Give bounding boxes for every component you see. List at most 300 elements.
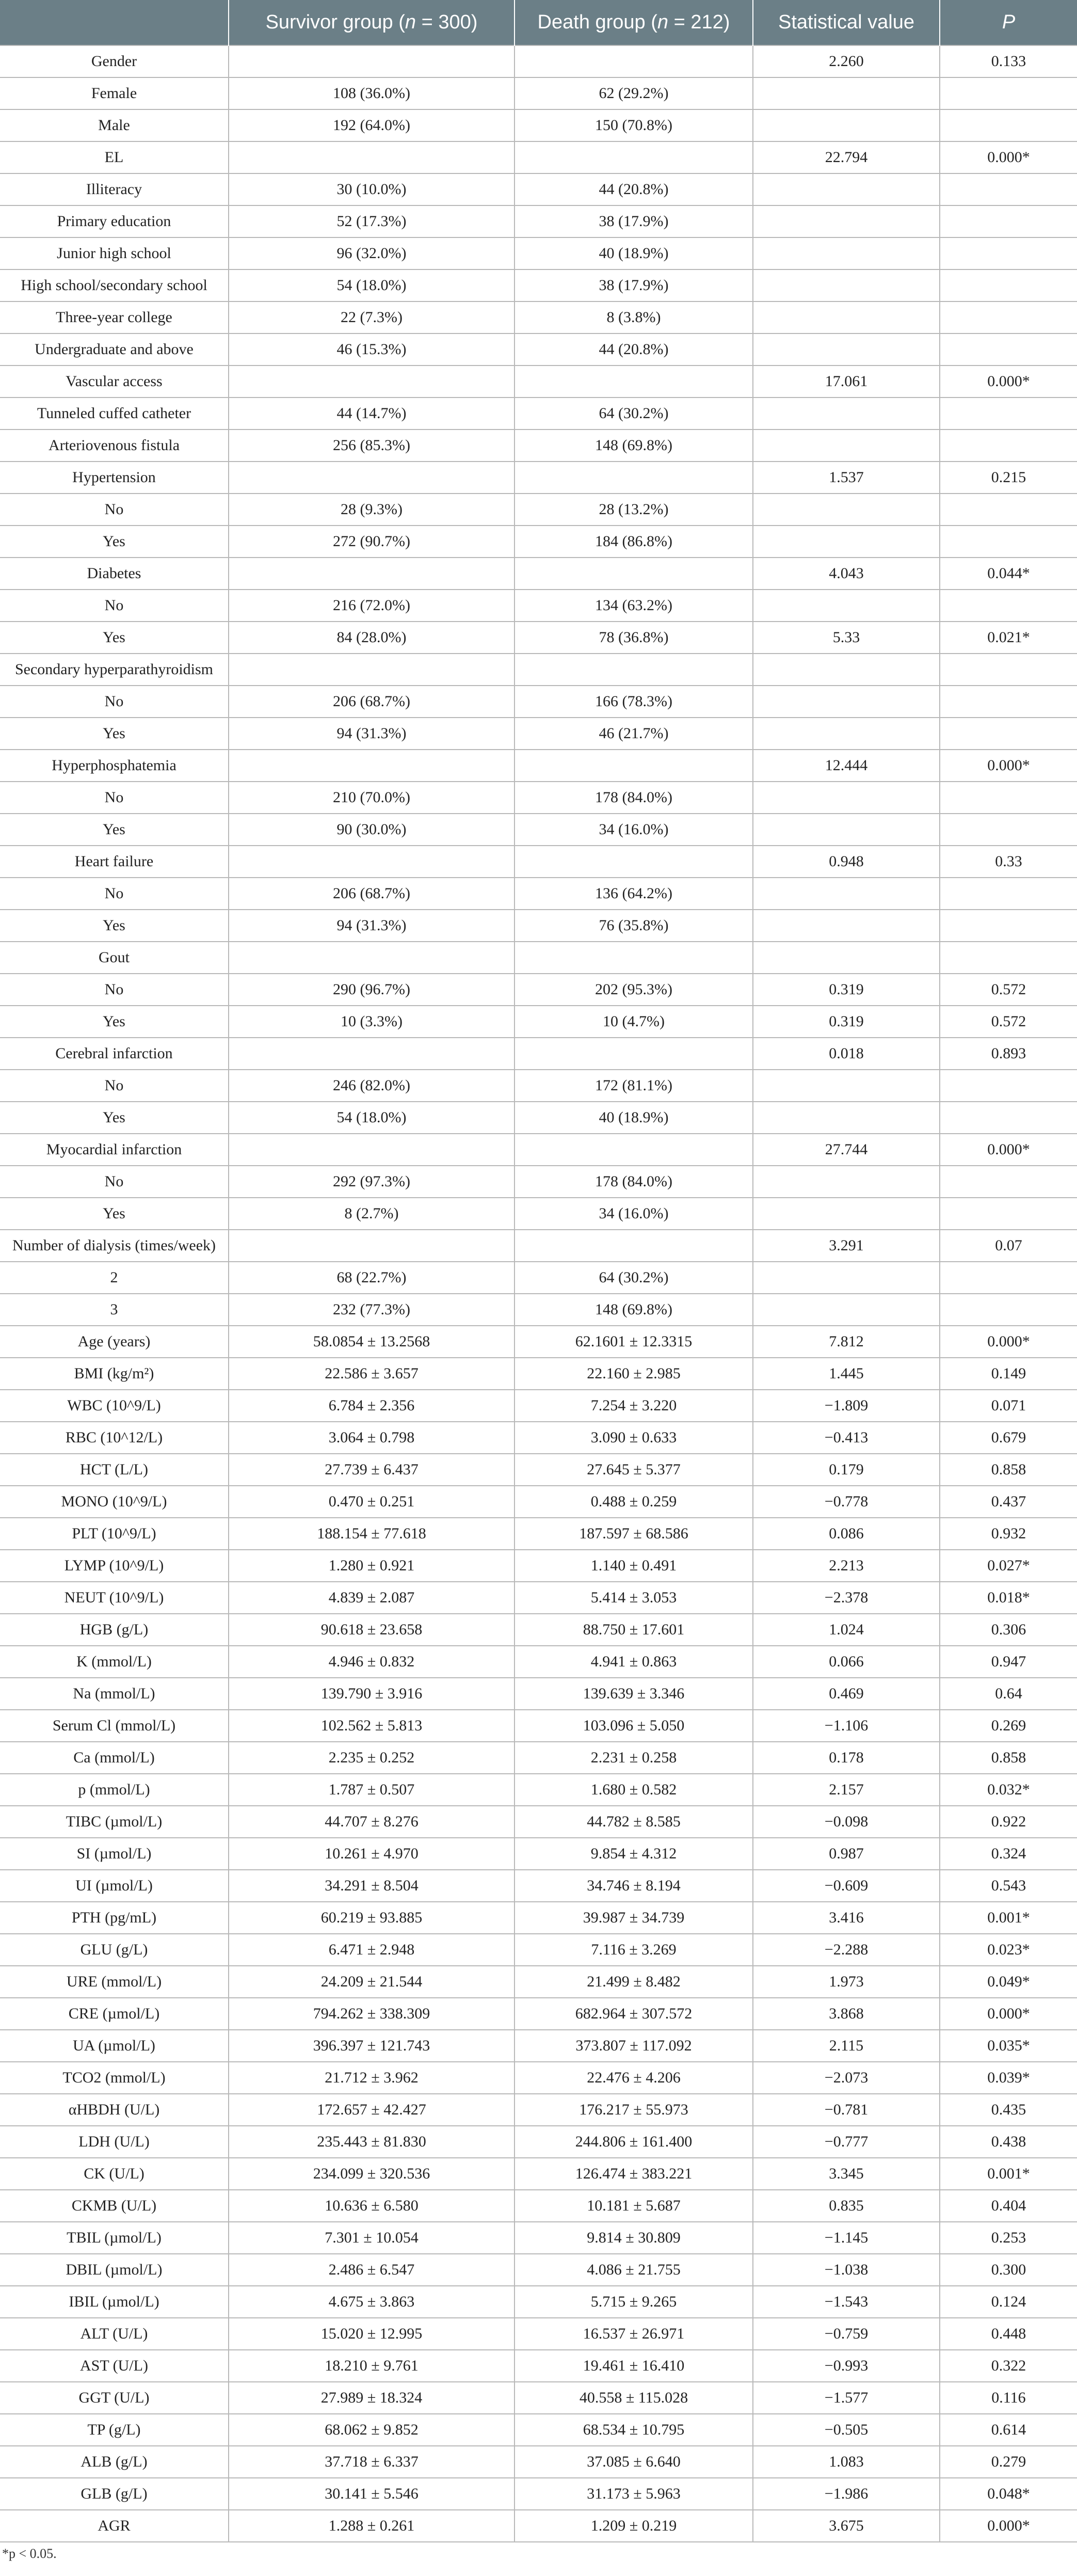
- p-value-cell: [940, 718, 1077, 750]
- variable-cell: No: [0, 590, 229, 622]
- p-value-cell: 0.922: [940, 1806, 1077, 1838]
- death-value-cell: 184 (86.8%): [515, 526, 753, 558]
- survivor-value-cell: 0.470 ± 0.251: [229, 1486, 515, 1518]
- survivor-value-cell: 6.471 ± 2.948: [229, 1934, 515, 1966]
- statistic-cell: 1.445: [753, 1358, 940, 1390]
- statistic-cell: 0.948: [753, 846, 940, 878]
- statistic-cell: 12.444: [753, 750, 940, 782]
- p-value-cell: 0.253: [940, 2222, 1077, 2254]
- header-p: P: [940, 0, 1077, 45]
- survivor-value-cell: 1.787 ± 0.507: [229, 1774, 515, 1806]
- variable-cell: Yes: [0, 1102, 229, 1134]
- survivor-value-cell: [229, 141, 515, 173]
- statistic-cell: 1.024: [753, 1614, 940, 1646]
- death-value-cell: 44.782 ± 8.585: [515, 1806, 753, 1838]
- statistic-cell: 3.868: [753, 1998, 940, 2030]
- statistic-cell: 0.319: [753, 974, 940, 1006]
- survivor-value-cell: 21.712 ± 3.962: [229, 2062, 515, 2094]
- variable-cell: Female: [0, 77, 229, 109]
- statistic-cell: 17.061: [753, 365, 940, 397]
- statistic-cell: 3.291: [753, 1230, 940, 1262]
- statistic-cell: [753, 77, 940, 109]
- survivor-value-cell: 10.261 ± 4.970: [229, 1838, 515, 1870]
- p-value-cell: 0.438: [940, 2126, 1077, 2158]
- survivor-value-cell: 58.0854 ± 13.2568: [229, 1326, 515, 1358]
- statistic-cell: −1.038: [753, 2254, 940, 2286]
- table-row: [0, 1742, 1077, 1774]
- survivor-value-cell: 54 (18.0%): [229, 269, 515, 301]
- table-row: [0, 590, 1077, 622]
- table-row: [0, 878, 1077, 910]
- death-value-cell: 78 (36.8%): [515, 622, 753, 654]
- table-row: [0, 1902, 1077, 1934]
- death-value-cell: 10 (4.7%): [515, 1006, 753, 1038]
- variable-cell: Myocardial infarction: [0, 1134, 229, 1166]
- statistic-cell: −2.378: [753, 1582, 940, 1614]
- p-value-cell: 0.572: [940, 974, 1077, 1006]
- statistic-cell: 2.260: [753, 45, 940, 77]
- variable-cell: Gout: [0, 942, 229, 974]
- survivor-value-cell: 34.291 ± 8.504: [229, 1870, 515, 1902]
- p-value-cell: 0.306: [940, 1614, 1077, 1646]
- statistic-cell: −0.777: [753, 2126, 940, 2158]
- death-value-cell: 166 (78.3%): [515, 686, 753, 718]
- p-value-cell: 0.324: [940, 1838, 1077, 1870]
- table-row: [0, 2350, 1077, 2382]
- p-value-cell: 0.215: [940, 462, 1077, 494]
- p-value-cell: [940, 205, 1077, 237]
- death-value-cell: 27.645 ± 5.377: [515, 1454, 753, 1486]
- table-row: [0, 1038, 1077, 1070]
- death-value-cell: [515, 141, 753, 173]
- statistic-cell: −0.609: [753, 1870, 940, 1902]
- statistic-cell: 22.794: [753, 141, 940, 173]
- death-value-cell: 2.231 ± 0.258: [515, 1742, 753, 1774]
- table-row: [0, 1262, 1077, 1294]
- table-row: [0, 1326, 1077, 1358]
- variable-cell: Hypertension: [0, 462, 229, 494]
- variable-cell: Yes: [0, 1198, 229, 1230]
- statistic-cell: [753, 878, 940, 910]
- table-row: [0, 2190, 1077, 2222]
- table-row: [0, 1166, 1077, 1198]
- table-row: [0, 526, 1077, 558]
- death-value-cell: 5.715 ± 9.265: [515, 2286, 753, 2318]
- statistic-cell: [753, 718, 940, 750]
- p-value-cell: 0.000*: [940, 365, 1077, 397]
- variable-cell: HGB (g/L): [0, 1614, 229, 1646]
- statistic-cell: 2.157: [753, 1774, 940, 1806]
- death-value-cell: 176.217 ± 55.973: [515, 2094, 753, 2126]
- statistic-cell: −1.106: [753, 1710, 940, 1742]
- p-value-cell: 0.33: [940, 846, 1077, 878]
- variable-cell: No: [0, 494, 229, 526]
- statistic-cell: [753, 942, 940, 974]
- statistic-cell: −1.543: [753, 2286, 940, 2318]
- table-row: [0, 269, 1077, 301]
- p-value-cell: 0.000*: [940, 1134, 1077, 1166]
- statistic-cell: [753, 814, 940, 846]
- statistic-cell: −1.145: [753, 2222, 940, 2254]
- table-row: [0, 45, 1077, 77]
- survivor-value-cell: 54 (18.0%): [229, 1102, 515, 1134]
- table-row: [0, 430, 1077, 462]
- death-value-cell: [515, 558, 753, 590]
- table-row: [0, 1230, 1077, 1262]
- p-value-cell: 0.035*: [940, 2030, 1077, 2062]
- death-value-cell: 4.086 ± 21.755: [515, 2254, 753, 2286]
- survivor-value-cell: 2.235 ± 0.252: [229, 1742, 515, 1774]
- survivor-value-cell: [229, 846, 515, 878]
- statistic-cell: 2.115: [753, 2030, 940, 2062]
- table-row: [0, 814, 1077, 846]
- variable-cell: Tunneled cuffed catheter: [0, 397, 229, 430]
- statistic-cell: [753, 269, 940, 301]
- table-row: [0, 1422, 1077, 1454]
- p-value-cell: 0.614: [940, 2414, 1077, 2446]
- statistic-cell: 1.537: [753, 462, 940, 494]
- death-value-cell: 7.116 ± 3.269: [515, 1934, 753, 1966]
- survivor-value-cell: 216 (72.0%): [229, 590, 515, 622]
- table-row: [0, 2158, 1077, 2190]
- variable-cell: Primary education: [0, 205, 229, 237]
- header-row: [0, 0, 1077, 45]
- survivor-value-cell: 235.443 ± 81.830: [229, 2126, 515, 2158]
- statistic-cell: [753, 1198, 940, 1230]
- statistic-cell: [753, 686, 940, 718]
- table-row: [0, 2318, 1077, 2350]
- variable-cell: GLU (g/L): [0, 1934, 229, 1966]
- p-value-cell: 0.000*: [940, 141, 1077, 173]
- table-row: [0, 1486, 1077, 1518]
- variable-cell: Three-year college: [0, 301, 229, 333]
- p-value-cell: [940, 1198, 1077, 1230]
- table-row: [0, 1678, 1077, 1710]
- survivor-value-cell: 188.154 ± 77.618: [229, 1518, 515, 1550]
- death-value-cell: 10.181 ± 5.687: [515, 2190, 753, 2222]
- statistic-cell: [753, 237, 940, 269]
- variable-cell: LYMP (10^9/L): [0, 1550, 229, 1582]
- survivor-value-cell: [229, 365, 515, 397]
- p-value-cell: 0.049*: [940, 1966, 1077, 1998]
- variable-cell: Serum Cl (mmol/L): [0, 1710, 229, 1742]
- p-value-cell: 0.048*: [940, 2478, 1077, 2510]
- variable-cell: Male: [0, 109, 229, 141]
- survivor-value-cell: 2.486 ± 6.547: [229, 2254, 515, 2286]
- statistic-cell: 27.744: [753, 1134, 940, 1166]
- survivor-value-cell: [229, 1230, 515, 1262]
- p-value-cell: 0.64: [940, 1678, 1077, 1710]
- variable-cell: Na (mmol/L): [0, 1678, 229, 1710]
- variable-cell: Illiteracy: [0, 173, 229, 205]
- variable-cell: High school/secondary school: [0, 269, 229, 301]
- variable-cell: Junior high school: [0, 237, 229, 269]
- survivor-value-cell: 1.288 ± 0.261: [229, 2510, 515, 2542]
- table-row: [0, 1294, 1077, 1326]
- p-value-cell: [940, 878, 1077, 910]
- table-row: [0, 2254, 1077, 2286]
- table-row: [0, 397, 1077, 430]
- table-row: [0, 2222, 1077, 2254]
- table-row: [0, 558, 1077, 590]
- footnote: *p < 0.05.: [2, 2546, 57, 2561]
- survivor-value-cell: 68 (22.7%): [229, 1262, 515, 1294]
- death-value-cell: 172 (81.1%): [515, 1070, 753, 1102]
- statistic-cell: −0.759: [753, 2318, 940, 2350]
- survivor-value-cell: 108 (36.0%): [229, 77, 515, 109]
- statistic-cell: [753, 301, 940, 333]
- death-value-cell: 21.499 ± 8.482: [515, 1966, 753, 1998]
- statistic-cell: 0.319: [753, 1006, 940, 1038]
- death-value-cell: 34 (16.0%): [515, 1198, 753, 1230]
- survivor-value-cell: 46 (15.3%): [229, 333, 515, 365]
- death-value-cell: [515, 1038, 753, 1070]
- death-value-cell: 64 (30.2%): [515, 1262, 753, 1294]
- statistic-cell: [753, 1102, 940, 1134]
- p-value-cell: 0.435: [940, 2094, 1077, 2126]
- survivor-value-cell: 139.790 ± 3.916: [229, 1678, 515, 1710]
- survivor-value-cell: 10 (3.3%): [229, 1006, 515, 1038]
- survivor-value-cell: 4.946 ± 0.832: [229, 1646, 515, 1678]
- p-value-cell: 0.116: [940, 2382, 1077, 2414]
- statistic-cell: [753, 782, 940, 814]
- statistic-cell: 0.066: [753, 1646, 940, 1678]
- p-value-cell: 0.027*: [940, 1550, 1077, 1582]
- variable-cell: TIBC (µmol/L): [0, 1806, 229, 1838]
- death-value-cell: 40 (18.9%): [515, 237, 753, 269]
- table-header: [0, 0, 1077, 45]
- statistic-cell: 4.043: [753, 558, 940, 590]
- table-row: [0, 1806, 1077, 1838]
- death-value-cell: 178 (84.0%): [515, 782, 753, 814]
- table-row: [0, 1838, 1077, 1870]
- statistic-cell: −1.986: [753, 2478, 940, 2510]
- statistic-cell: 0.469: [753, 1678, 940, 1710]
- statistic-cell: 0.987: [753, 1838, 940, 1870]
- table-row: [0, 974, 1077, 1006]
- variable-cell: GGT (U/L): [0, 2382, 229, 2414]
- survivor-value-cell: 22.586 ± 3.657: [229, 1358, 515, 1390]
- statistic-cell: −0.781: [753, 2094, 940, 2126]
- survivor-value-cell: [229, 1038, 515, 1070]
- statistic-cell: −0.505: [753, 2414, 940, 2446]
- statistic-cell: −0.098: [753, 1806, 940, 1838]
- p-value-cell: 0.300: [940, 2254, 1077, 2286]
- variable-cell: AGR: [0, 2510, 229, 2542]
- death-value-cell: 38 (17.9%): [515, 269, 753, 301]
- variable-cell: Arteriovenous fistula: [0, 430, 229, 462]
- variable-cell: TP (g/L): [0, 2414, 229, 2446]
- death-value-cell: 44 (20.8%): [515, 173, 753, 205]
- p-value-cell: 0.000*: [940, 750, 1077, 782]
- survivor-value-cell: 60.219 ± 93.885: [229, 1902, 515, 1934]
- table-row: [0, 2478, 1077, 2510]
- statistic-cell: [753, 109, 940, 141]
- survivor-value-cell: 232 (77.3%): [229, 1294, 515, 1326]
- statistic-cell: 1.973: [753, 1966, 940, 1998]
- statistic-cell: [753, 590, 940, 622]
- variable-cell: AST (U/L): [0, 2350, 229, 2382]
- survivor-value-cell: 90 (30.0%): [229, 814, 515, 846]
- variable-cell: p (mmol/L): [0, 1774, 229, 1806]
- p-value-cell: 0.001*: [940, 2158, 1077, 2190]
- variable-cell: Yes: [0, 910, 229, 942]
- table-row: [0, 782, 1077, 814]
- table-row: [0, 750, 1077, 782]
- death-value-cell: 8 (3.8%): [515, 301, 753, 333]
- survivor-value-cell: [229, 558, 515, 590]
- variable-cell: Cerebral infarction: [0, 1038, 229, 1070]
- death-value-cell: 38 (17.9%): [515, 205, 753, 237]
- death-value-cell: 202 (95.3%): [515, 974, 753, 1006]
- survivor-value-cell: 27.739 ± 6.437: [229, 1454, 515, 1486]
- table-row: [0, 1518, 1077, 1550]
- p-value-cell: 0.071: [940, 1390, 1077, 1422]
- statistic-cell: [753, 397, 940, 430]
- table-row: [0, 1998, 1077, 2030]
- statistic-cell: 3.416: [753, 1902, 940, 1934]
- header-survivor-group: Survivor group (n = 300): [229, 0, 515, 45]
- variable-cell: Yes: [0, 1006, 229, 1038]
- variable-cell: BMI (kg/m²): [0, 1358, 229, 1390]
- table-row: [0, 1614, 1077, 1646]
- death-value-cell: 373.807 ± 117.092: [515, 2030, 753, 2062]
- variable-cell: Yes: [0, 526, 229, 558]
- death-value-cell: [515, 365, 753, 397]
- death-value-cell: [515, 45, 753, 77]
- header-variable: [0, 0, 229, 45]
- p-value-cell: 0.001*: [940, 1902, 1077, 1934]
- table-row: [0, 462, 1077, 494]
- death-value-cell: 39.987 ± 34.739: [515, 1902, 753, 1934]
- p-value-cell: [940, 1166, 1077, 1198]
- p-value-cell: [940, 1102, 1077, 1134]
- death-value-cell: 1.680 ± 0.582: [515, 1774, 753, 1806]
- variable-cell: Number of dialysis (times/week): [0, 1230, 229, 1262]
- statistic-cell: −0.993: [753, 2350, 940, 2382]
- p-value-cell: 0.858: [940, 1454, 1077, 1486]
- variable-cell: URE (mmol/L): [0, 1966, 229, 1998]
- death-value-cell: 134 (63.2%): [515, 590, 753, 622]
- death-value-cell: [515, 654, 753, 686]
- table-row: [0, 2510, 1077, 2542]
- p-value-cell: 0.679: [940, 1422, 1077, 1454]
- p-value-cell: [940, 1294, 1077, 1326]
- variable-cell: GLB (g/L): [0, 2478, 229, 2510]
- death-value-cell: 178 (84.0%): [515, 1166, 753, 1198]
- table-row: [0, 1870, 1077, 1902]
- p-value-cell: 0.07: [940, 1230, 1077, 1262]
- variable-cell: RBC (10^12/L): [0, 1422, 229, 1454]
- survivor-value-cell: 96 (32.0%): [229, 237, 515, 269]
- p-value-cell: [940, 1070, 1077, 1102]
- p-value-cell: 0.437: [940, 1486, 1077, 1518]
- table-row: [0, 173, 1077, 205]
- p-value-cell: 0.269: [940, 1710, 1077, 1742]
- header-statistical-value: Statistical value: [753, 0, 940, 45]
- variable-cell: Age (years): [0, 1326, 229, 1358]
- p-value-cell: [940, 814, 1077, 846]
- table-row: [0, 654, 1077, 686]
- p-value-cell: [940, 494, 1077, 526]
- table-body: [0, 45, 1077, 2542]
- survivor-value-cell: 396.397 ± 121.743: [229, 2030, 515, 2062]
- survivor-value-cell: [229, 462, 515, 494]
- table-row: [0, 2382, 1077, 2414]
- statistic-cell: [753, 654, 940, 686]
- table-row: [0, 1070, 1077, 1102]
- variable-cell: No: [0, 1166, 229, 1198]
- table-row: [0, 1710, 1077, 1742]
- table-row: [0, 333, 1077, 365]
- variable-cell: Gender: [0, 45, 229, 77]
- statistic-cell: 7.812: [753, 1326, 940, 1358]
- table-row: [0, 622, 1077, 654]
- table-row: [0, 1390, 1077, 1422]
- death-value-cell: [515, 1230, 753, 1262]
- survivor-value-cell: 4.675 ± 3.863: [229, 2286, 515, 2318]
- table-row: [0, 718, 1077, 750]
- statistic-cell: −0.778: [753, 1486, 940, 1518]
- survivor-value-cell: 22 (7.3%): [229, 301, 515, 333]
- table-row: [0, 109, 1077, 141]
- variable-cell: TCO2 (mmol/L): [0, 2062, 229, 2094]
- statistic-cell: −2.073: [753, 2062, 940, 2094]
- statistic-cell: 0.086: [753, 1518, 940, 1550]
- death-value-cell: [515, 1134, 753, 1166]
- survivor-value-cell: 290 (96.7%): [229, 974, 515, 1006]
- survivor-value-cell: 30.141 ± 5.546: [229, 2478, 515, 2510]
- variable-cell: No: [0, 686, 229, 718]
- statistic-cell: [753, 1294, 940, 1326]
- survivor-value-cell: [229, 654, 515, 686]
- death-value-cell: 9.854 ± 4.312: [515, 1838, 753, 1870]
- variable-cell: CRE (µmol/L): [0, 1998, 229, 2030]
- p-value-cell: 0.000*: [940, 1998, 1077, 2030]
- variable-cell: MONO (10^9/L): [0, 1486, 229, 1518]
- variable-cell: No: [0, 782, 229, 814]
- survivor-value-cell: 44.707 ± 8.276: [229, 1806, 515, 1838]
- p-value-cell: 0.000*: [940, 1326, 1077, 1358]
- death-value-cell: 103.096 ± 5.050: [515, 1710, 753, 1742]
- survivor-value-cell: 192 (64.0%): [229, 109, 515, 141]
- death-value-cell: 5.414 ± 3.053: [515, 1582, 753, 1614]
- p-value-cell: [940, 526, 1077, 558]
- death-value-cell: 40 (18.9%): [515, 1102, 753, 1134]
- variable-cell: ALT (U/L): [0, 2318, 229, 2350]
- table-row: [0, 141, 1077, 173]
- table-row: [0, 2126, 1077, 2158]
- p-value-cell: 0.932: [940, 1518, 1077, 1550]
- statistic-cell: −1.809: [753, 1390, 940, 1422]
- survivor-value-cell: [229, 750, 515, 782]
- death-value-cell: 682.964 ± 307.572: [515, 1998, 753, 2030]
- variable-cell: LDH (U/L): [0, 2126, 229, 2158]
- p-value-cell: 0.448: [940, 2318, 1077, 2350]
- survivor-value-cell: 94 (31.3%): [229, 910, 515, 942]
- death-value-cell: 28 (13.2%): [515, 494, 753, 526]
- death-value-cell: 62 (29.2%): [515, 77, 753, 109]
- survivor-value-cell: 27.989 ± 18.324: [229, 2382, 515, 2414]
- p-value-cell: [940, 654, 1077, 686]
- death-value-cell: 9.814 ± 30.809: [515, 2222, 753, 2254]
- variable-cell: WBC (10^9/L): [0, 1390, 229, 1422]
- death-value-cell: [515, 942, 753, 974]
- table-row: [0, 1358, 1077, 1390]
- death-value-cell: 136 (64.2%): [515, 878, 753, 910]
- variable-cell: 3: [0, 1294, 229, 1326]
- variable-cell: EL: [0, 141, 229, 173]
